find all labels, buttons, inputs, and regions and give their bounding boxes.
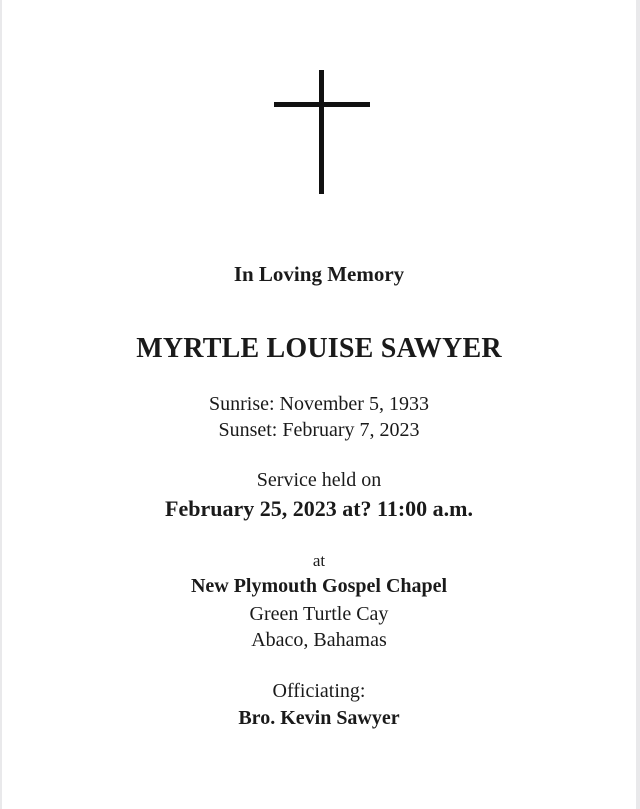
cross-icon xyxy=(274,70,370,196)
at-text: at xyxy=(312,551,326,570)
sunset-date: Sunset: February 7, 2023 xyxy=(218,419,420,441)
officiating-label: Officiating: xyxy=(272,680,366,702)
deceased-name: MYRTLE LOUISE SAWYER xyxy=(136,333,502,364)
sunrise-date: Sunrise: November 5, 1933 xyxy=(209,393,429,415)
memorial-heading: In Loving Memory xyxy=(233,262,405,286)
venue-location-line2: Abaco, Bahamas xyxy=(251,629,387,651)
venue-location-line1: Green Turtle Cay xyxy=(249,603,389,625)
cross-vertical-bar xyxy=(319,70,324,194)
officiant-name: Bro. Kevin Sawyer xyxy=(238,707,400,729)
memorial-program-page xyxy=(2,0,636,809)
service-date: February 25, 2023 at? 11:00 a.m. xyxy=(165,496,473,521)
venue-name: New Plymouth Gospel Chapel xyxy=(190,575,448,597)
service-label: Service held on xyxy=(256,469,382,491)
cross-horizontal-bar xyxy=(274,102,370,107)
